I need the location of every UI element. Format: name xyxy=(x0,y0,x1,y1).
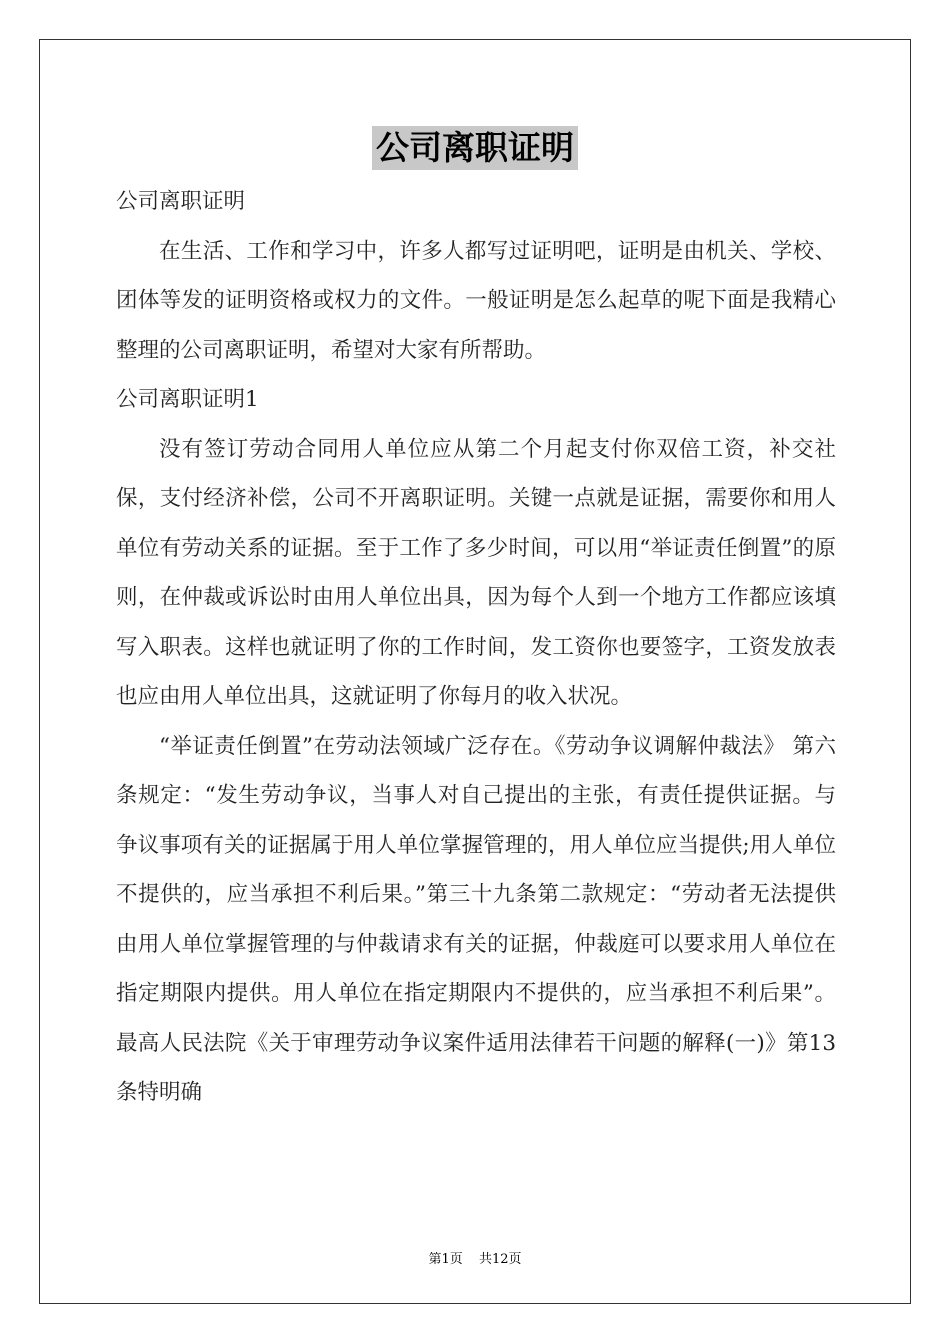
document-body xyxy=(116,177,836,1118)
body-paragraph: 没有签订劳动合同用人单位应从第二个月起支付你双倍工资，补交社保，支付经济补偿，公司不开离职证明。关键一点就是证据，需要你和用人单位有劳动关系的证据。至于工作了多少时间，可以用“举证责任倒置”的原则，在仲裁或诉讼时由用人单位出具，因为每个人到一个地方工作都应该填写入职表。这样也就证明了你的工作时间，发工资你也要签字，工资发放表也应由用人单位出具，这就证明了你每月的收入状况。 xyxy=(116,436,836,709)
body-paragraph: “举证责任倒置”在劳动法领域广泛存在。《劳动争议调解仲裁法》 第六条规定：“发生劳动争议，当事人对自己提出的主张，有责任提供证据。与争议事项有关的证据属于用人单位掌握管理的，用人单位应当提供;用人单位不提供的，应当承担不利后果。”第三十九条第二款规定：“劳动者无法提供由用人单位掌握管理的与仲裁请求有关的证据，仲裁庭可以要求用人单位在指定期限内提供。用人单位在指定期限内不提供的，应当承担不利后果”。最高人民法院《关于审理劳动争议案件适用法律若干问题的解释(一)》第13条特明确 xyxy=(116,733,836,1105)
document-title: 公司离职证明 xyxy=(372,126,578,170)
page-number-total: 共12页 xyxy=(478,1252,522,1267)
body-paragraph: 在生活、工作和学习中，许多人都写过证明吧，证明是由机关、学校、团体等发的证明资格或权力的文件。一般证明是怎么起草的呢下面是我精心整理的公司离职证明，希望对大家有所帮助。 xyxy=(116,238,836,363)
page-footer xyxy=(0,1248,950,1267)
title-container xyxy=(0,126,950,170)
page-number-current: 第1页 xyxy=(428,1252,463,1267)
section-heading: 公司离职证明1 xyxy=(116,387,259,412)
section-heading: 公司离职证明 xyxy=(116,189,246,214)
